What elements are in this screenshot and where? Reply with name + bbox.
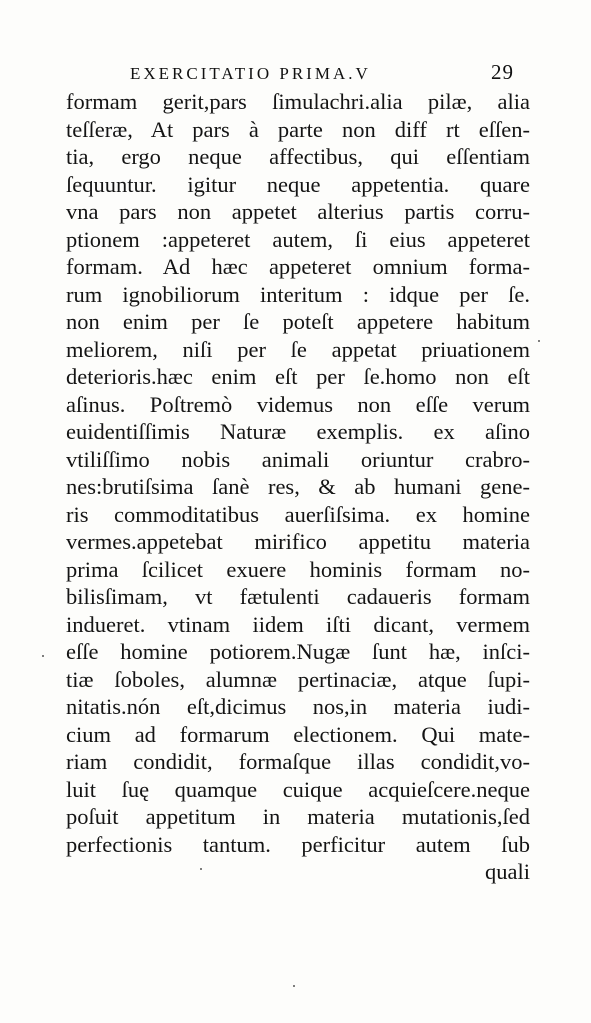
text-line: vna pars non appetet alterius partis corru- [66, 199, 530, 224]
text-line: euidentiſſimis Naturæ exemplis. ex aſino [66, 419, 530, 444]
text-line: formam gerit,pars ſimulachri.alia pilæ, alia [66, 89, 530, 114]
text-line: cium ad formarum electionem. Qui mate- [66, 721, 530, 747]
text-line: rum ignobiliorum interitum : idque per ſe. [66, 281, 530, 307]
running-head [130, 58, 530, 92]
text-line: perfectionis tantum. perficitur autem ſub [66, 831, 530, 857]
text-line: aſinus. Poſtremò videmus non eſſe verum [66, 391, 530, 417]
text-line: deterioris.hæc enim eſt per ſe.homo non eſt [66, 364, 530, 389]
text-line: ris commoditatibus auerſiſsima. ex homine [66, 501, 530, 527]
text-line: bilisſimam, vt fætulenti cadaueris formam [66, 584, 530, 609]
text-line: ſequuntur. igitur neque appetentia. quare [66, 171, 530, 197]
text-line: eſſe homine potiorem.Nugæ ſunt hæ, inſci- [66, 639, 530, 664]
text-line: tia, ergo neque affectibus, qui eſſentiam [66, 144, 530, 169]
text-line: ptionem :appeteret autem, ſi eius appeteret [66, 226, 530, 252]
speck [42, 655, 44, 657]
body-text [66, 88, 530, 886]
text-line: luit ſuę quamque cuique acquieſcere.neque [66, 776, 530, 802]
speck [538, 340, 540, 342]
text-line: riam condidit, formaſque illas condidit,vo- [66, 749, 530, 774]
running-title: EXERCITATIO PRIMA.V [130, 64, 371, 83]
page-number: 29 [491, 60, 514, 84]
text-line: tiæ ſoboles, alumnæ pertinaciæ, atque ſupi- [66, 666, 530, 692]
text-line: vermes.appetebat mirifico appetitu materia [66, 529, 530, 554]
text-line: prima ſcilicet exuere hominis formam no- [66, 556, 530, 582]
text-line: vtiliſſimo nobis animali oriuntur crabro- [66, 446, 530, 472]
text-line: formam. Ad hæc appeteret omnium forma- [66, 254, 530, 279]
text-line: non enim per ſe poteſt appetere habitum [66, 309, 530, 334]
text-line: poſuit appetitum in materia mutationis,ſed [66, 804, 530, 829]
catchword: quali [485, 859, 530, 884]
text-line: indueret. vtinam iidem iſti dicant, vermem [66, 611, 530, 637]
speck [293, 985, 295, 987]
text-line: nes:brutiſsima ſanè res, & ab humani gene- [66, 474, 530, 499]
text-line: teſſeræ, At pars à parte non diff rt eſſen- [66, 116, 530, 142]
speck [200, 868, 202, 870]
text-line: nitatis.nón eſt,dicimus nos,in materia iudi- [66, 694, 530, 719]
text-line: meliorem, niſi per ſe appetat priuationem [66, 336, 530, 362]
